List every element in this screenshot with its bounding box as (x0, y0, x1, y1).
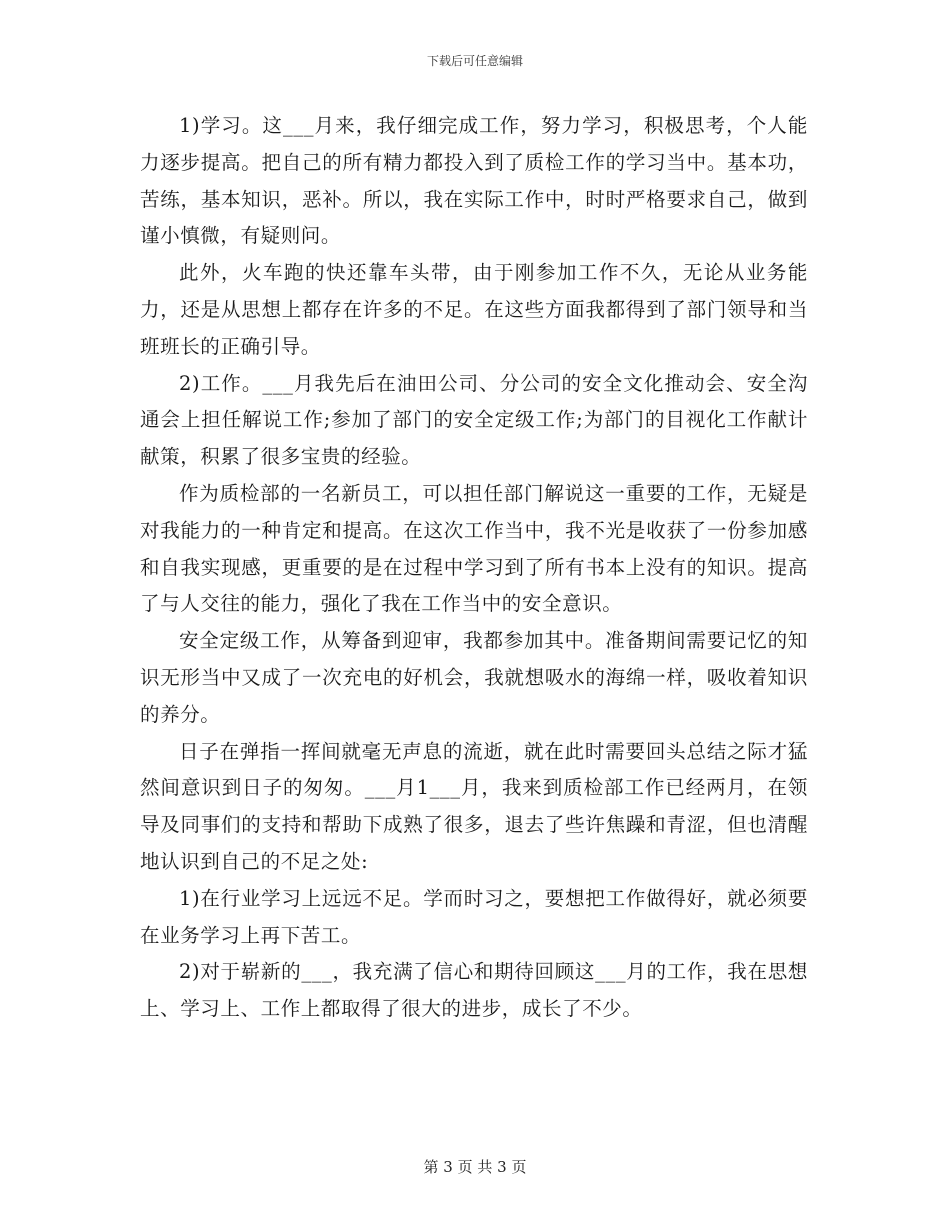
paragraph-shortcoming-1: 1)在行业学习上远远不足。学而时习之，要想把工作做得好，就必须要在业务学习上再下苦工。 (140, 886, 808, 947)
paragraph-shortcoming-2: 2)对于崭新的___，我充满了信心和期待回顾这___月的工作，我在思想上、学习上、工作上都取得了很大的进步，成长了不少。 (140, 960, 808, 1021)
paragraph-study: 1)学习。这___月来，我仔细完成工作，努力学习，积极思考，个人能力逐步提高。把自己的所有精力都投入到了质检工作的学习当中。基本功，苦练，基本知识，恶补。所以，我在实际工作中，时时严格要求自己，做到谨小慎微，有疑则问。 (140, 114, 808, 248)
paragraph-new-employee: 作为质检部的一名新员工，可以担任部门解说这一重要的工作，无疑是对我能力的一种肯定和提高。在这次工作当中，我不光是收获了一份参加感和自我实现感，更重要的是在过程中学习到了所有书本上没有的知识。提高了与人交往的能力，强化了我在工作当中的安全意识。 (140, 481, 808, 616)
paragraph-reflection: 日子在弹指一挥间就毫无声息的流逝，就在此时需要回头总结之际才猛然间意识到日子的匆匆。___月1___月，我来到质检部工作已经两月，在领导及同事们的支持和帮助下成熟了很多，退去了些许焦躁和青涩，但也清醒地认识到自己的不足之处: (140, 739, 808, 873)
paragraph-safety-rating: 安全定级工作，从筹备到迎审，我都参加其中。准备期间需要记忆的知识无形当中又成了一次充电的好机会，我就想吸水的海绵一样，吸收着知识的养分。 (140, 629, 808, 726)
paragraph-guidance: 此外，火车跑的快还靠车头带，由于刚参加工作不久，无论从业务能力，还是从思想上都存在许多的不足。在这些方面我都得到了部门领导和当班班长的正确引导。 (140, 261, 808, 358)
page-number: 第 3 页 共 3 页 (423, 1158, 527, 1176)
paragraph-work: 2)工作。___月我先后在油田公司、分公司的安全文化推动会、安全沟通会上担任解说工作;参加了部门的安全定级工作;为部门的目视化工作献计献策，积累了很多宝贵的经验。 (140, 371, 808, 469)
document-body (140, 108, 808, 1028)
page-header: 下载后可任意编辑 (426, 54, 523, 68)
